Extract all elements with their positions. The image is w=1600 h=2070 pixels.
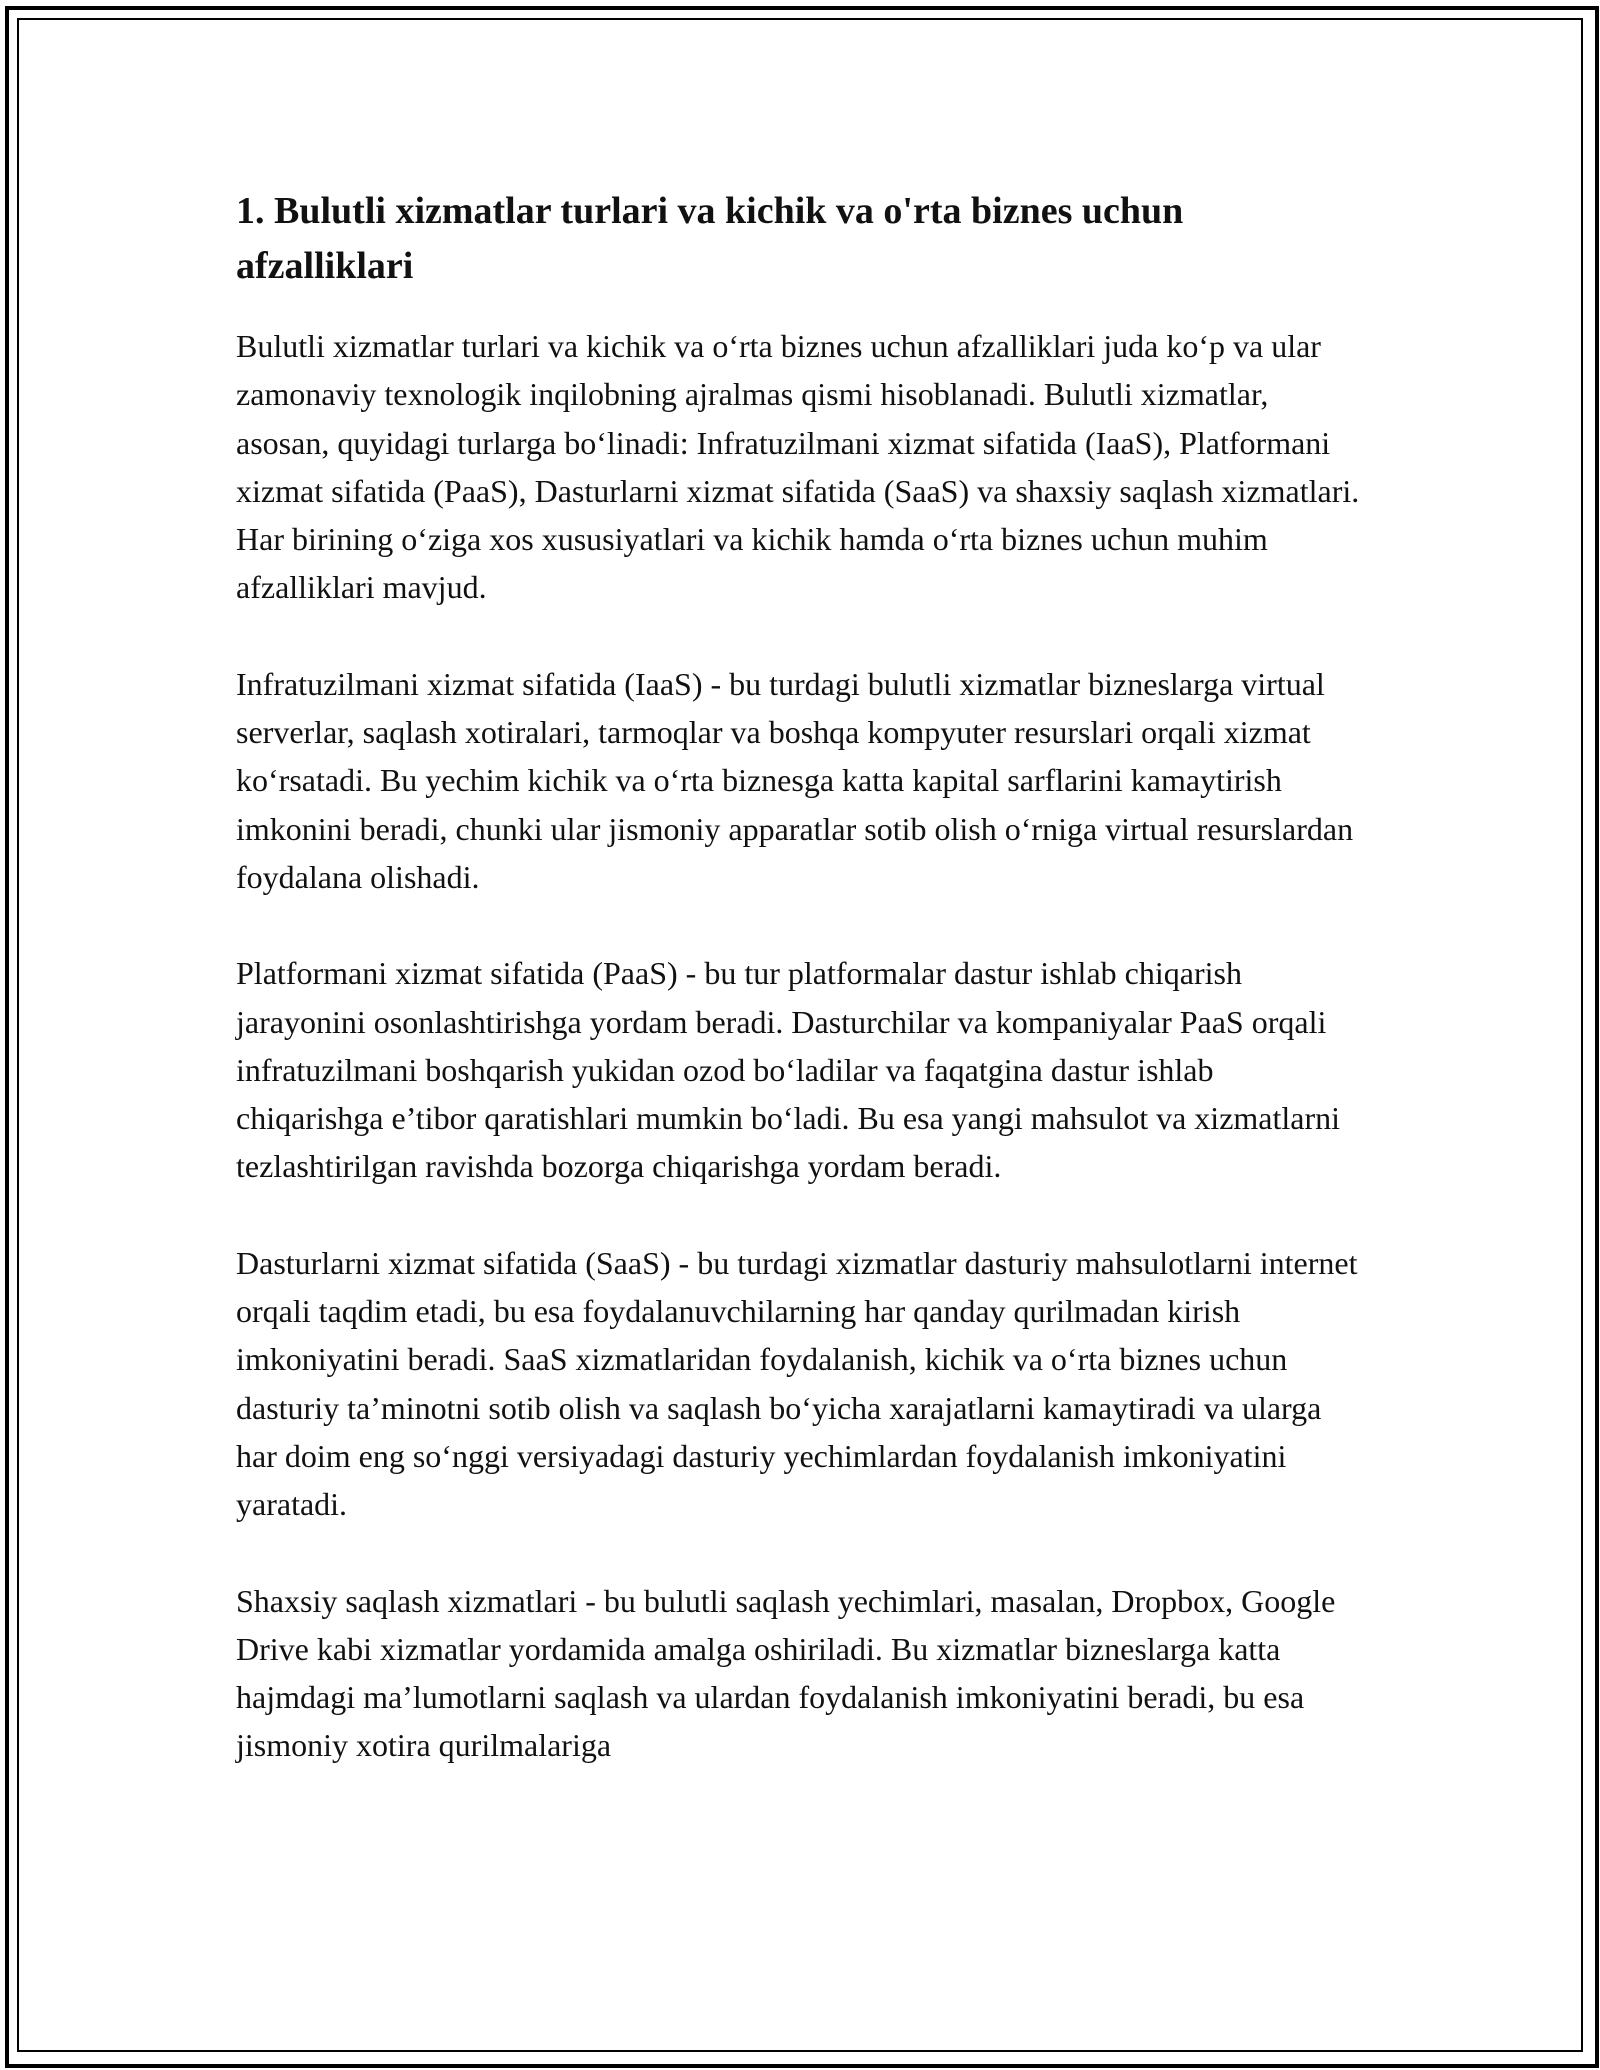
paragraph-intro: Bulutli xizmatlar turlari va kichik va o‘rta biznes uchun afzalliklari juda ko‘p va ular zamonaviy texnologik inqilobning ajralmas qismi hisoblanadi. Bulutli xizmatlar, asosan, quyidagi turlarga bo‘linadi: Infratuzilmani xizmat sifatida (IaaS), Platformani xizmat sifatida (PaaS), Dasturlarni xizmat sifatida (SaaS) va shaxsiy saqlash xizmatlari. Har birining o‘ziga xos xususiyatlari va kichik hamda o‘rta biznes uchun muhim afzalliklari mavjud.: [236, 328, 1360, 606]
paragraph-storage: Shaxsiy saqlash xizmatlari - bu bulutli saqlash yechimlari, masalan, Dropbox, Google Drive kabi xizmatlar yordamida amalga oshiriladi. Bu xizmatlar bizneslarga katta hajmdagi ma’lumotlarni saqlash va ulardan foydalanish imkoniyatini beradi, bu esa jismoniy xotira qurilmalariga: [236, 1582, 1336, 1764]
paragraph-saas: Dasturlarni xizmat sifatida (SaaS) - bu turdagi xizmatlar dasturiy mahsulotlarni internet orqali taqdim etadi, bu esa foydalanuvchilarning har qanday qurilmadan kirish imkoniyatini beradi. SaaS xizmatlaridan foydalanish, kichik va o‘rta biznes uchun dasturiy ta’minotni sotib olish va saqlash bo‘yicha xarajatlarni kamaytiradi va ularga har doim eng so‘nggi versiyadagi dasturiy yechimlardan foydalanish imkoniyatini yaratadi.: [236, 1244, 1358, 1523]
section-heading: 1. Bulutli xizmatlar turlari va kichik va o'rta biznes uchun afzalliklari: [236, 190, 1184, 287]
paragraph-iaas: Infratuzilmani xizmat sifatida (IaaS) - bu turdagi bulutli xizmatlar bizneslarga virtual serverlar, saqlash xotiralari, tarmoqlar va boshqa kompyuter resurslari orqali xizmat ko‘rsatadi. Bu yechim kichik va o‘rta biznesga katta kapital sarflarini kamaytirish imkonini beradi, chunki ular jismoniy apparatlar sotib olish o‘rniga virtual resurslardan foydalana olishadi.: [236, 665, 1354, 895]
paragraph-paas: Platformani xizmat sifatida (PaaS) - bu tur platformalar dastur ishlab chiqarish jarayonini osonlashtirishga yordam beradi. Dasturchilar va kompaniyalar PaaS orqali infratuzilmani boshqarish yukidan ozod bo‘ladilar va faqatgina dastur ishlab chiqarishga e’tibor qaratishlari mumkin bo‘ladi. Bu esa yangi mahsulot va xizmatlarni tezlashtirilgan ravishda bozorga chiqarishga yordam beradi.: [236, 955, 1341, 1185]
document-body: [236, 184, 1366, 1818]
